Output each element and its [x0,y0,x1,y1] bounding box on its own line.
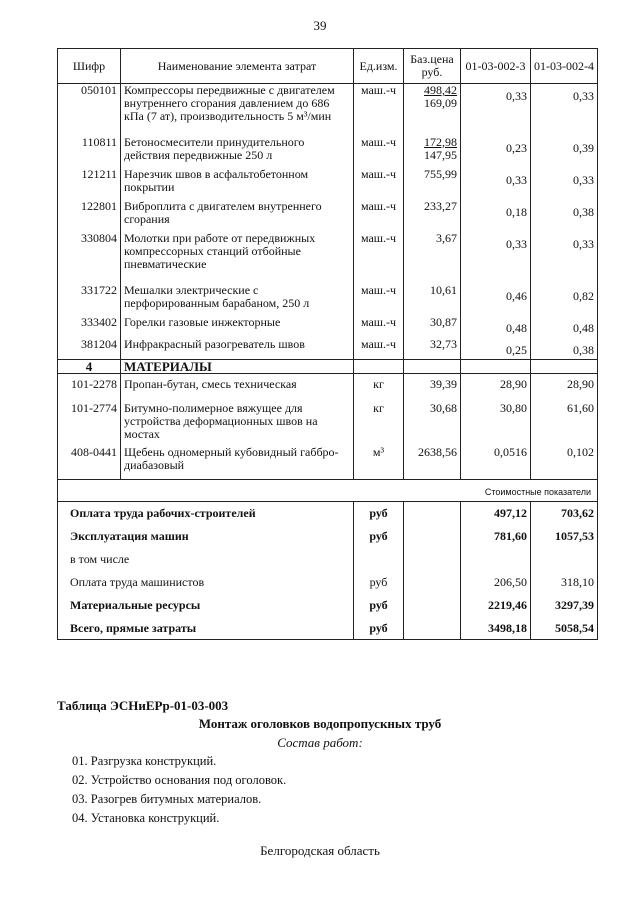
row-code: 050101 [58,84,121,136]
summary-value-col2: 703,62 [531,502,598,526]
summary-base-price-empty [404,594,461,617]
summary-value-col1 [461,548,531,571]
row-unit: маш.-ч [354,136,404,168]
row-price-value: 10,61 [430,282,457,297]
summary-label: Всего, прямые затраты [58,617,354,640]
table-row [58,338,598,360]
row-price [404,136,461,168]
summary-row [58,525,598,548]
row-value-col2: 0,102 [531,442,598,480]
row-unit: маш.-ч [354,84,404,136]
next-table-subtitle: Монтаж оголовков водопропускных труб [198,716,442,731]
row-name: Виброплита с двигателем внутреннего сгорания [121,200,354,232]
table-row [58,232,598,284]
row-value-col2: 0,38 [531,200,598,232]
row-price [404,316,461,338]
works-list [72,752,286,828]
row-price [404,168,461,200]
row-name: Битумно-полимерное вяжущее для устройства деформационных швов на мостах [121,398,354,442]
header-code: Шифр [58,49,121,84]
row-name: Нарезчик швов в асфальтобетонном покрытии [121,168,354,200]
row-value-col2: 0,82 [531,284,598,316]
summary-unit: руб [354,571,404,594]
row-code: 408-0441 [58,442,121,480]
table-row [58,284,598,316]
table-row [58,316,598,338]
resource-table [57,48,598,640]
row-value-col2: 0,48 [531,316,598,338]
section-code: 4 [58,360,121,374]
row-price: 39,39 [404,374,461,398]
header-name: Наименование элемента затрат [121,49,354,84]
row-price-value: 3,67 [436,230,457,245]
row-price-value: 32,73 [430,336,457,351]
row-price-value: 755,99 [424,166,457,181]
row-name: Щебень одномерный кубовидный габбро-диабазовый [121,442,354,480]
row-value-col1: 0,23 [461,136,531,168]
summary-label: Оплата труда рабочих-строителей [58,502,354,526]
summary-value-col1: 2219,46 [461,594,531,617]
row-code: 331722 [58,284,121,316]
summary-row [58,571,598,594]
footer-region: Белгородская область [260,843,380,858]
summary-value-col1: 497,12 [461,502,531,526]
row-code: 121211 [58,168,121,200]
row-name: Пропан-бутан, смесь техническая [121,374,354,398]
summary-row [58,502,598,526]
page-number: 39 [313,18,327,33]
table-row [58,200,598,232]
work-item: 03. Разогрев битумных материалов. [72,792,262,806]
summary-row [58,594,598,617]
row-code: 122801 [58,200,121,232]
summary-unit [354,548,404,571]
summary-label: Эксплуатация машин [58,525,354,548]
row-price-value: 233,27 [424,198,457,213]
row-name: Бетоносмесители принудительного действия передвижные 250 л [121,136,354,168]
row-value-col2: 0,33 [531,168,598,200]
row-code: 110811 [58,136,121,168]
header-unit: Ед.изм. [354,49,404,84]
row-value-col1: 0,48 [461,316,531,338]
summary-value-col1: 206,50 [461,571,531,594]
header-col1: 01-03-002-3 [461,49,531,84]
row-price [404,284,461,316]
summary-label: в том числе [58,548,354,571]
row-code: 101-2278 [58,374,121,398]
row-unit: маш.-ч [354,232,404,284]
row-price [404,232,461,284]
row-code: 101-2774 [58,398,121,442]
row-price: 30,68 [404,398,461,442]
summary-base-price-empty [404,502,461,526]
section-title: МАТЕРИАЛЫ [121,360,354,374]
row-unit: м³ [354,442,404,480]
summary-base-price-empty [404,571,461,594]
row-price-value: 30,87 [430,314,457,329]
row-name: Инфракрасный разогреватель швов [121,338,354,360]
row-value-col2: 28,90 [531,374,598,398]
row-unit: маш.-ч [354,316,404,338]
summary-value-col2: 318,10 [531,571,598,594]
summary-value-col2 [531,548,598,571]
summary-unit: руб [354,525,404,548]
summary-label: Оплата труда машинистов [58,571,354,594]
row-value-col1: 30,80 [461,398,531,442]
table-header-row [58,49,598,84]
row-price-value: 172,98 [424,134,457,149]
table-row [58,168,598,200]
row-price [404,84,461,136]
summary-unit: руб [354,594,404,617]
header-col2: 01-03-002-4 [531,49,598,84]
summary-unit: руб [354,617,404,640]
row-value-col1: 28,90 [461,374,531,398]
row-value-col1: 0,25 [461,338,531,360]
summary-unit: руб [354,502,404,526]
row-price: 2638,56 [404,442,461,480]
row-code: 381204 [58,338,121,360]
table-row [58,136,598,168]
row-value-col1: 0,46 [461,284,531,316]
row-value-col1: 0,18 [461,200,531,232]
summary-base-price-empty [404,548,461,571]
summary-base-price-empty [404,617,461,640]
summary-row [58,617,598,640]
table-row [58,398,598,442]
row-price-value: 498,42 [424,83,457,97]
row-name: Молотки при работе от передвижных компрессорных станций отбойные пневматические [121,232,354,284]
row-value-col2: 0,38 [531,338,598,360]
materials-section-row [58,360,598,374]
row-unit: маш.-ч [354,338,404,360]
cost-indicators-row [58,480,598,502]
row-value-col2: 0,33 [531,84,598,136]
row-name: Мешалки электрические с перфорированным барабаном, 250 л [121,284,354,316]
row-name: Компрессоры передвижные с двигателем внутреннего сгорания давлением до 686 кПа (7 ат), производительность 5 м³/мин [121,84,354,136]
row-unit: маш.-ч [354,168,404,200]
row-name: Горелки газовые инжекторные [121,316,354,338]
row-code: 330804 [58,232,121,284]
row-price [404,338,461,360]
summary-value-col1: 3498,18 [461,617,531,640]
summary-value-col2: 1057,53 [531,525,598,548]
row-unit: кг [354,398,404,442]
header-base-price: Баз.цена руб. [404,49,461,84]
table-row [58,84,598,136]
summary-label: Материальные ресурсы [58,594,354,617]
row-unit: маш.-ч [354,200,404,232]
summary-row [58,548,598,571]
works-heading: Состав работ: [277,735,363,750]
row-price [404,200,461,232]
row-unit: маш.-ч [354,284,404,316]
summary-base-price-empty [404,525,461,548]
summary-value-col2: 3297,39 [531,594,598,617]
next-table-title: Таблица ЭСНиЕРр-01-03-003 [57,698,229,713]
work-item: 01. Разгрузка конструкций. [72,754,217,768]
row-value-col2: 0,33 [531,232,598,284]
row-value-col2: 0,39 [531,136,598,168]
row-code: 333402 [58,316,121,338]
row-value-col1: 0,33 [461,168,531,200]
cost-indicators-label: Стоимостные показатели [58,480,598,502]
work-item: 02. Устройство основания под оголовок. [72,773,287,787]
row-value-col1: 0,33 [461,232,531,284]
row-unit: кг [354,374,404,398]
row-value-col1: 0,33 [461,84,531,136]
row-price-secondary: 147,95 [424,147,457,162]
work-item: 04. Установка конструкций. [72,811,220,825]
table-row [58,374,598,398]
table-row [58,442,598,480]
summary-value-col2: 5058,54 [531,617,598,640]
row-price-secondary: 169,09 [424,96,457,110]
row-value-col1: 0,0516 [461,442,531,480]
row-value-col2: 61,60 [531,398,598,442]
summary-value-col1: 781,60 [461,525,531,548]
